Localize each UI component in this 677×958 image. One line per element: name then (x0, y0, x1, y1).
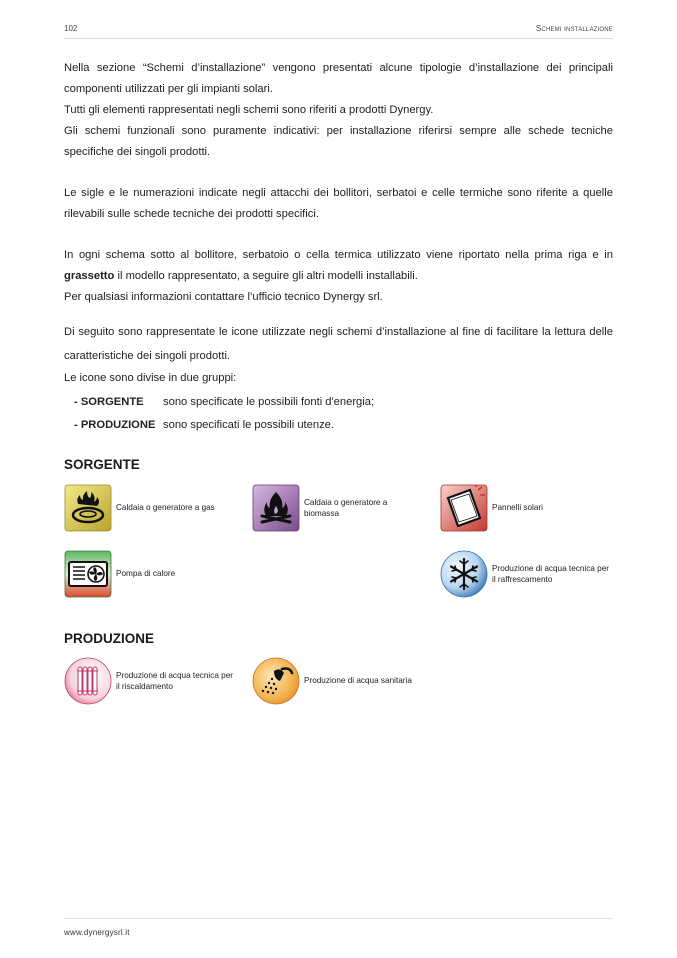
heat-pump-icon (64, 550, 112, 598)
list-item (64, 414, 613, 437)
list-key: - PRODUZIONE (74, 419, 156, 431)
legend-label: Pannelli solari (492, 503, 543, 513)
legend-item-sanitary-water (252, 657, 412, 705)
legend-label: Produzione di acqua tecnica per il riscaldamento (116, 670, 233, 691)
footer-website: www.dynergysrl.it (64, 928, 130, 937)
intro-text (64, 58, 613, 437)
header-divider (64, 38, 613, 39)
legend-label: Pompa di calore (116, 569, 176, 579)
produzione-heading: PRODUZIONE (64, 631, 155, 646)
list-item (64, 391, 613, 414)
legend-item-heat-pump (64, 550, 175, 598)
snowflake-icon (440, 550, 488, 598)
list-text: sono specificate le possibili fonti d'energia; (163, 396, 375, 408)
footer-divider (64, 918, 613, 919)
intro-paragraph: In ogni schema sotto al bollitore, serbatoio o cella termica utilizzato viene riportato nella prima riga e in grassetto il modello rappresentato, a seguire gli altri modelli installabili. (64, 249, 613, 282)
legend-item-heating-water (64, 657, 234, 705)
list-text: sono specificati le possibili utenze. (163, 419, 335, 431)
radiator-icon (64, 657, 112, 705)
bold-word: grassetto (64, 270, 115, 282)
legend-label: Caldaia o generatore a gas (116, 503, 215, 513)
page-number: 102 (64, 24, 78, 33)
legend-label: Produzione di acqua sanitaria (304, 676, 412, 686)
legend-item-biomass-boiler (252, 484, 422, 532)
intro-paragraph: Nella sezione “Schemi d’installazione” vengono presentati alcune tipologie d’installazione dei principali componenti utilizzati per gli impianti solari. (64, 62, 613, 95)
solar-panel-icon (440, 484, 488, 532)
intro-paragraph: Le icone sono divise in due gruppi: (64, 372, 237, 384)
page-header (64, 24, 613, 38)
group-list (64, 391, 613, 437)
sorgente-heading: SORGENTE (64, 457, 140, 472)
legend-label: Caldaia o generatore a biomassa (304, 497, 388, 518)
list-key: - SORGENTE (74, 396, 144, 408)
intro-paragraph: Tutti gli elementi rappresentati negli schemi sono riferiti a prodotti Dynergy. (64, 104, 434, 116)
intro-paragraph: Le sigle e le numerazioni indicate negli attacchi dei bollitori, serbatoi e celle termiche sono riferite a quelle rilevabili sulle schede tecniche dei prodotti specifici. (64, 187, 613, 220)
biomass-boiler-icon (252, 484, 300, 532)
shower-icon (252, 657, 300, 705)
intro-paragraph: Di seguito sono rappresentate le icone utilizzate negli schemi d’installazione al fine di facilitare la lettura delle caratteristiche dei singoli prodotti. (64, 326, 613, 362)
gas-boiler-icon (64, 484, 112, 532)
legend-item-cooling-water (440, 550, 610, 598)
intro-paragraph: Gli schemi funzionali sono puramente indicativi: per installazione riferirsi sempre alle schede tecniche specifiche dei singoli prodotti. (64, 125, 613, 158)
section-title: Schemi installazione (535, 24, 613, 33)
legend-label: Produzione di acqua tecnica per il raffrescamento (492, 563, 609, 584)
intro-paragraph: Per qualsiasi informazioni contattare l’ufficio tecnico Dynergy srl. (64, 291, 383, 303)
legend-item-gas-boiler (64, 484, 215, 532)
legend-item-solar-panels (440, 484, 543, 532)
